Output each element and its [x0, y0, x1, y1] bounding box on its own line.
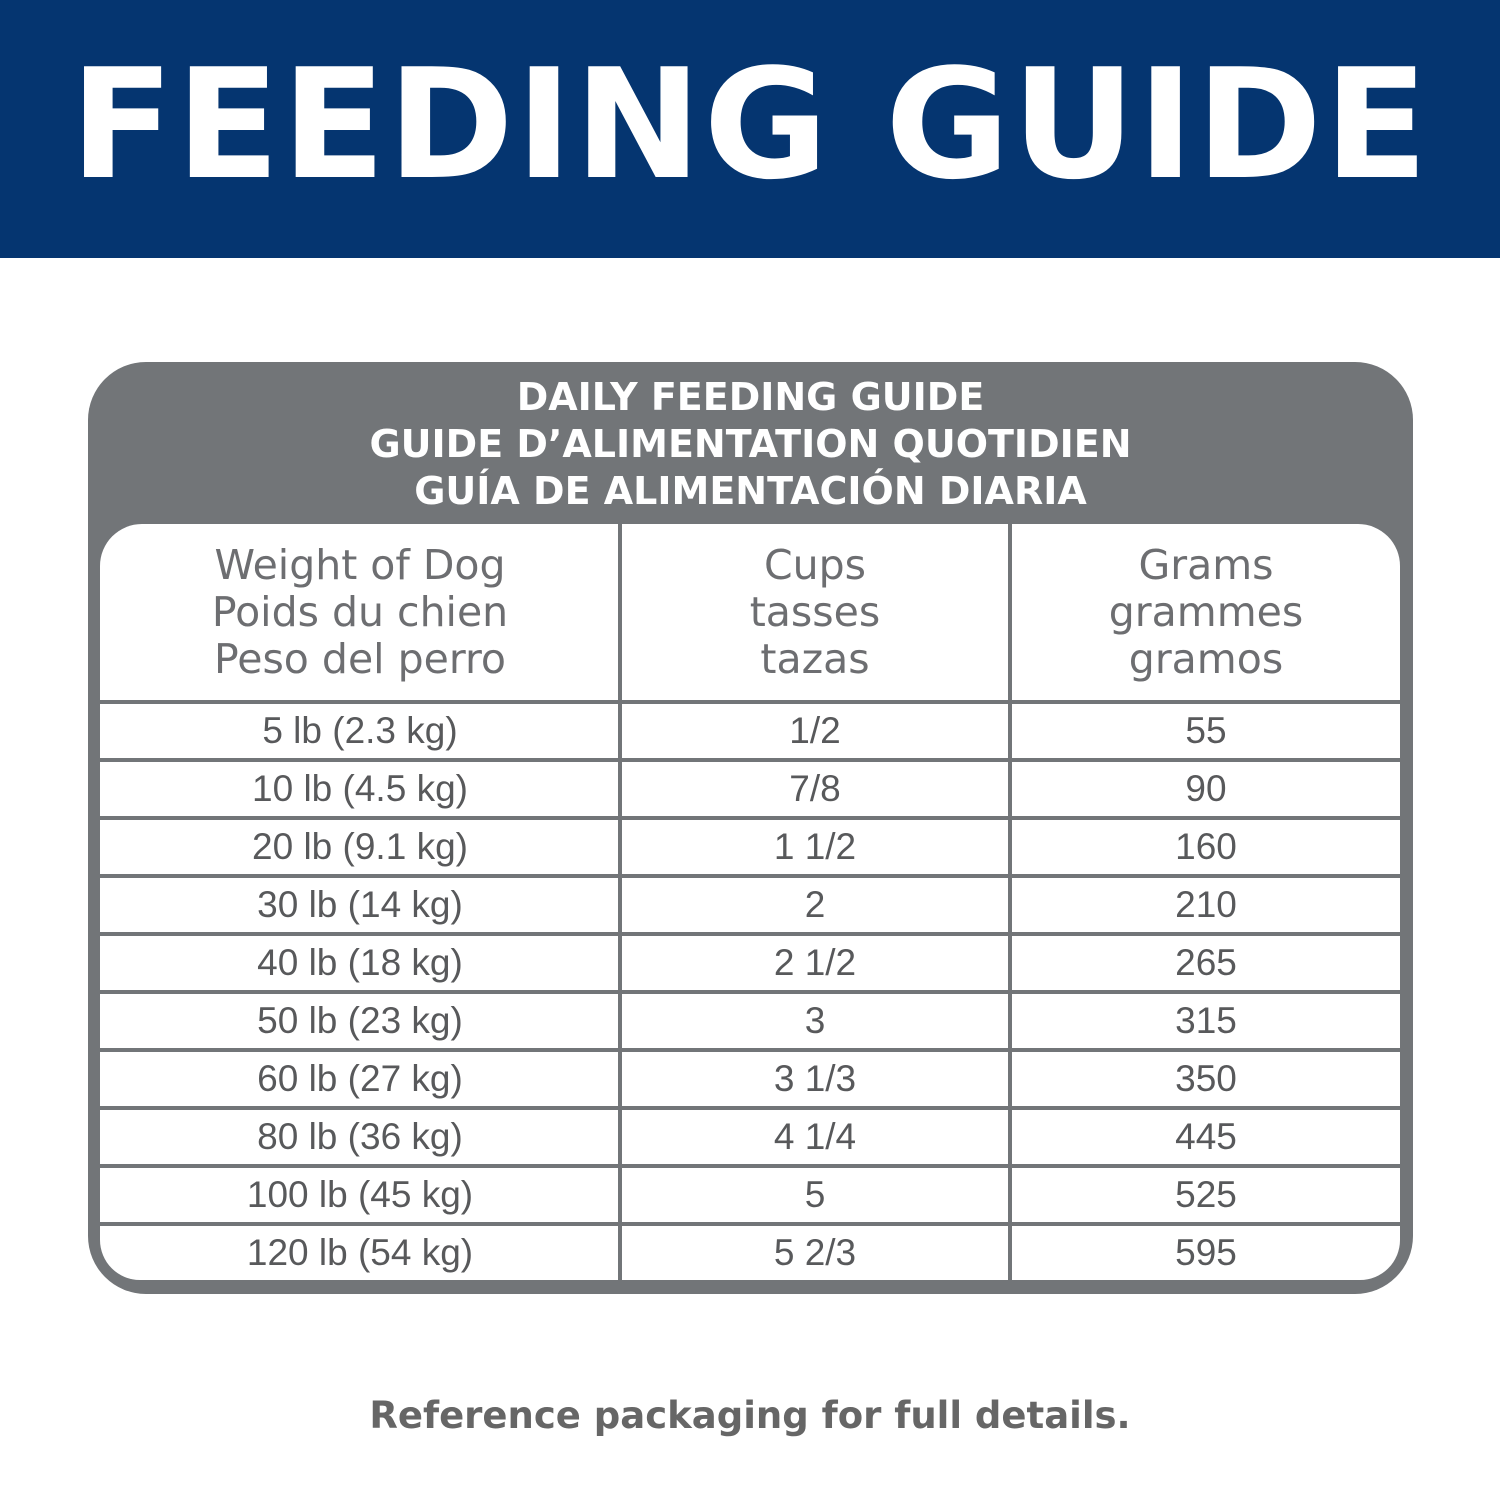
cell-weight: 100 lb (45 kg)	[246, 1174, 474, 1215]
cell-weight: 40 lb (18 kg)	[257, 942, 463, 983]
cell-grams: 265	[1175, 942, 1237, 983]
daily-feeding-guide-card	[88, 362, 1413, 1294]
header-line: Grams	[1138, 541, 1274, 589]
cell-grams: 350	[1175, 1058, 1237, 1099]
header-line: Peso del perro	[213, 635, 507, 683]
cell-cups: 7/8	[789, 768, 841, 809]
cell-cups: 2 1/2	[773, 942, 857, 983]
cell-grams: 315	[1175, 1000, 1237, 1041]
cell-grams: 55	[1185, 710, 1227, 751]
card-title-english: DAILY FEEDING GUIDE	[516, 375, 985, 419]
cell-grams: 90	[1185, 768, 1227, 809]
cell-grams: 445	[1175, 1116, 1237, 1157]
header-cups	[622, 542, 1008, 683]
cell-cups: 4 1/4	[773, 1116, 857, 1157]
header-grams	[1012, 542, 1400, 683]
cell-grams: 525	[1175, 1174, 1237, 1215]
header-line: Poids du chien	[211, 588, 509, 636]
cell-weight: 20 lb (9.1 kg)	[252, 826, 468, 867]
header-line: Cups	[764, 541, 866, 589]
feeding-table	[100, 524, 1400, 1280]
cell-grams: 210	[1175, 884, 1237, 925]
cell-cups: 2	[804, 884, 826, 925]
cell-weight: 5 lb (2.3 kg)	[262, 710, 458, 751]
cell-grams: 595	[1175, 1232, 1237, 1273]
cell-weight: 120 lb (54 kg)	[246, 1232, 474, 1273]
cell-cups: 5	[804, 1174, 826, 1215]
cell-cups: 3 1/3	[773, 1058, 857, 1099]
footer-note: Reference packaging for full details.	[369, 1394, 1131, 1437]
card-title-group	[88, 374, 1413, 515]
header-line: Weight of Dog	[214, 541, 506, 589]
cell-grams: 160	[1175, 826, 1237, 867]
card-title-french: GUIDE D’ALIMENTATION QUOTIDIEN	[369, 422, 1132, 466]
header-line: tasses	[749, 588, 881, 636]
cell-cups: 1 1/2	[773, 826, 857, 867]
header-line: tazas	[760, 635, 870, 683]
card-title-spanish: GUÍA DE ALIMENTACIÓN DIARIA	[414, 469, 1087, 513]
header-line: gramos	[1128, 635, 1284, 683]
cell-weight: 10 lb (4.5 kg)	[252, 768, 468, 809]
header-weight-of-dog	[100, 542, 620, 683]
header-line: grammes	[1108, 588, 1304, 636]
cell-cups: 3	[804, 1000, 826, 1041]
cell-cups: 1/2	[789, 710, 841, 751]
cell-weight: 60 lb (27 kg)	[257, 1058, 463, 1099]
cell-weight: 80 lb (36 kg)	[257, 1116, 463, 1157]
cell-weight: 30 lb (14 kg)	[257, 884, 463, 925]
feeding-guide-banner	[0, 0, 1500, 258]
cell-weight: 50 lb (23 kg)	[257, 1000, 463, 1041]
cell-cups: 5 2/3	[773, 1232, 857, 1273]
banner-title: FEEDING GUIDE	[70, 36, 1430, 213]
